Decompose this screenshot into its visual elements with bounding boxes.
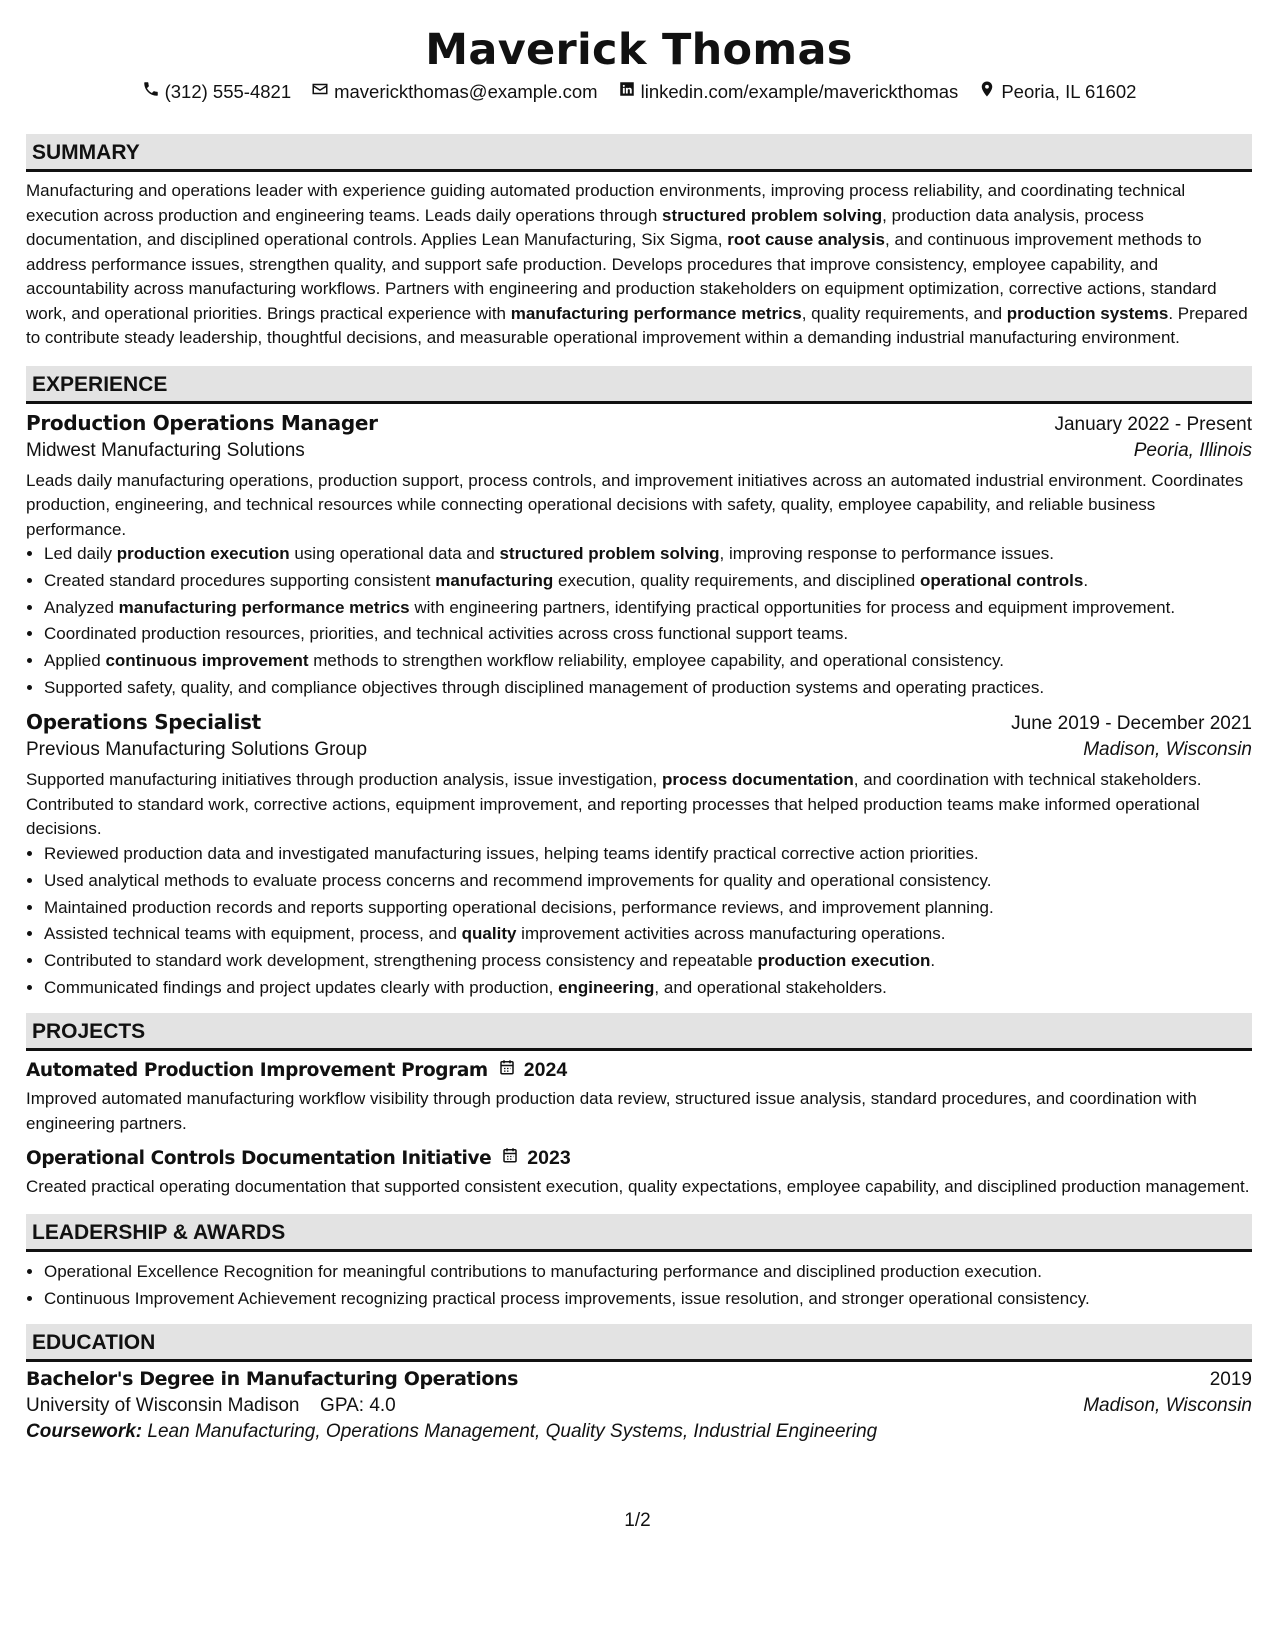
text-run: Created standard procedures supporting consistent [44, 570, 436, 590]
school-location: Madison, Wisconsin [1083, 1395, 1252, 1417]
project-description: Improved automated manufacturing workflow visibility through production data review, structured issue analysis, standard procedures, and coordination with engineering partners. [26, 1089, 1197, 1133]
job-title: Production Operations Manager [26, 410, 378, 435]
job-bullet [44, 569, 1252, 594]
award-item: • Operational Excellence Recognition for meaningful contributions to manufacturing performance and disciplined production execution. [44, 1260, 1252, 1285]
emphasized-text: manufacturing performance metrics [118, 597, 410, 617]
project-entry [26, 1058, 1252, 1136]
project-year: 2023 [527, 1146, 571, 1169]
text-run: , improving response to performance issues. [719, 544, 1055, 563]
job-bullet [44, 676, 1252, 701]
text-run: , and coordination with technical stakeholders. Contributed to standard work, corrective actions, equipment improvement, and reporting processes that helped production teams make informed operational decisions. [26, 770, 1202, 839]
emphasized-text: structured problem solving [499, 544, 720, 563]
school-name: University of Wisconsin Madison [26, 1395, 300, 1417]
coursework-line [26, 1421, 1252, 1443]
section-heading-projects: PROJECTS [26, 1013, 1252, 1051]
job-bullets [26, 842, 1252, 1000]
text-run: Analyzed [44, 597, 119, 617]
project-title: Operational Controls Documentation Initiative [26, 1147, 492, 1169]
emphasized-text: manufacturing performance metrics [510, 303, 802, 323]
emphasized-text: continuous improvement [105, 651, 309, 671]
text-run: Communicated findings and project updates clearly with production, [44, 977, 559, 997]
emphasized-text: root cause analysis [727, 230, 886, 249]
section-heading-summary: SUMMARY [26, 134, 1252, 172]
contact-bar [26, 80, 1252, 104]
emphasized-text: engineering [558, 977, 655, 997]
job-bullet [44, 622, 1252, 647]
text-run: Leads daily manufacturing operations, production support, process controls, and improvement initiatives across an automated industrial environment. Coordinates production, engineering, and technical resources while connecting operational decisions with safety, quality, employee capability, and reliable business performance. [26, 470, 1244, 539]
section-heading-awards: LEADERSHIP & AWARDS [26, 1214, 1252, 1252]
emphasized-text: operational controls [919, 570, 1084, 590]
job-dates: January 2022 - Present [1054, 413, 1252, 435]
text-run: Used analytical methods to evaluate process concerns and recommend improvements for quality and operational consistency. [44, 870, 992, 890]
calendar-icon [498, 1058, 516, 1082]
job-company: Previous Manufacturing Solutions Group [26, 739, 368, 761]
job-bullet [44, 896, 1252, 921]
text-run: Supported manufacturing initiatives through production analysis, issue investigation, [26, 770, 662, 790]
job-entry [26, 411, 1252, 701]
education-entry [26, 1368, 1252, 1443]
job-entry [26, 710, 1252, 1000]
contact-linkedin[interactable] [618, 80, 959, 104]
job-dates: June 2019 - December 2021 [1011, 713, 1252, 735]
job-bullet [44, 869, 1252, 894]
candidate-name: Maverick Thomas [425, 25, 853, 75]
job-description [26, 469, 1252, 543]
text-run: Applied [44, 651, 106, 671]
text-run: Assisted technical teams with equipment, process, and [44, 924, 462, 944]
linkedin-text: linkedin.com/example/maverickthomas [640, 81, 959, 102]
text-run: improvement activities across manufacturing operations. [516, 924, 946, 944]
job-location: Madison, Wisconsin [1083, 739, 1252, 761]
text-run: , and continuous improvement methods to address performance issues, strengthen quality, and support safe production. Develops procedures that improve consistency, employee capability, and accountability across manufacturing workflows. Partners with engineering and production stakeholders on equipment optimization, corrective actions, standard work, and operational priorities. Brings practical experience with [26, 230, 1217, 323]
job-bullet [44, 949, 1252, 974]
text-run: Manufacturing and operations leader with experience guiding automated production environments, improving process reliability, and coordinating technical execution across production and engineering teams. Leads daily operations through [26, 181, 1186, 225]
emphasized-text: quality [461, 924, 517, 944]
location-text: Peoria, IL 61602 [1001, 81, 1137, 102]
project-year: 2024 [523, 1058, 568, 1081]
degree: Bachelor's Degree in Manufacturing Operations [26, 1368, 519, 1391]
emphasized-text: production execution [757, 951, 931, 971]
text-run: , production data analysis, process documentation, and disciplined operational controls. Applies Lean Manufacturing, Six Sigma, [26, 205, 1144, 249]
emphasized-text: production execution [116, 544, 290, 563]
coursework-label: Coursework: [26, 1421, 143, 1443]
emphasized-text: production systems [1006, 303, 1169, 323]
text-run: with engineering partners, identifying practical opportunities for process and equipment improvement. [409, 597, 1176, 617]
text-run: Contributed to standard work development, strengthening process consistency and repeatable [44, 951, 758, 971]
job-bullet [44, 649, 1252, 674]
gpa: GPA: 4.0 [320, 1395, 396, 1417]
text-run: Led daily [44, 544, 117, 563]
envelope-icon [311, 80, 329, 104]
calendar-icon [501, 1146, 519, 1170]
job-company: Midwest Manufacturing Solutions [26, 439, 305, 461]
contact-location [978, 80, 1136, 104]
job-bullet [44, 976, 1252, 1001]
text-run: execution, quality requirements, and disciplined [553, 570, 920, 590]
text-run: . [1083, 570, 1089, 590]
text-run: methods to strengthen workflow reliability, employee capability, and operational consistency. [308, 651, 1004, 671]
job-location: Peoria, Illinois [1133, 439, 1252, 461]
page-number: 1/2 [624, 1510, 651, 1531]
awards-list [26, 1260, 1252, 1311]
graduation-year: 2019 [1209, 1369, 1252, 1391]
resume-page [26, 0, 1252, 1443]
summary-paragraph [26, 179, 1252, 351]
phone-text: (312) 555-4821 [164, 81, 292, 102]
text-run: Supported safety, quality, and compliance objectives through disciplined management of production systems and operating practices. [44, 677, 1045, 697]
emphasized-text: process documentation [661, 770, 854, 790]
contact-email[interactable] [311, 80, 597, 104]
job-description [26, 768, 1252, 842]
job-bullet [44, 542, 1252, 567]
project-entry [26, 1146, 1252, 1200]
section-heading-education: EDUCATION [26, 1324, 1252, 1362]
job-bullets [26, 542, 1252, 700]
contact-phone[interactable] [142, 80, 292, 104]
coursework-list: Lean Manufacturing, Operations Management, Quality Systems, Industrial Engineering [147, 1421, 878, 1443]
email-text: maverickthomas@example.com [334, 81, 598, 102]
map-pin-icon [978, 80, 996, 104]
text-run: . Prepared to contribute steady leadership, thoughtful decisions, and measurable operational improvement within a demanding industrial manufacturing environment. [26, 303, 1248, 347]
text-run: , quality requirements, and [801, 303, 1007, 323]
linkedin-icon [618, 80, 636, 104]
text-run: Maintained production records and reports supporting operational decisions, performance reviews, and improvement planning. [44, 897, 994, 917]
text-run: using operational data and [289, 544, 500, 563]
job-bullet [44, 596, 1252, 621]
text-run: Reviewed production data and investigated manufacturing issues, helping teams identify practical corrective action priorities. [44, 843, 979, 863]
emphasized-text: structured problem solving [662, 205, 883, 225]
section-heading-experience: EXPERIENCE [26, 366, 1252, 404]
job-title: Operations Specialist [26, 710, 261, 735]
job-bullet [44, 842, 1252, 867]
text-run: Coordinated production resources, priorities, and technical activities across cross functional support teams. [44, 624, 849, 644]
emphasized-text: manufacturing [435, 570, 554, 590]
award-item: • Continuous Improvement Achievement recognizing practical process improvements, issue resolution, and stronger operational consistency. [44, 1287, 1252, 1312]
project-title: Automated Production Improvement Program [26, 1059, 488, 1081]
text-run: , and operational stakeholders. [654, 977, 887, 997]
project-description: Created practical operating documentation that supported consistent execution, quality expectations, employee capability, and disciplined production management. [26, 1177, 1250, 1197]
text-run: . [930, 951, 936, 971]
phone-icon [142, 80, 160, 104]
job-bullet [44, 922, 1252, 947]
